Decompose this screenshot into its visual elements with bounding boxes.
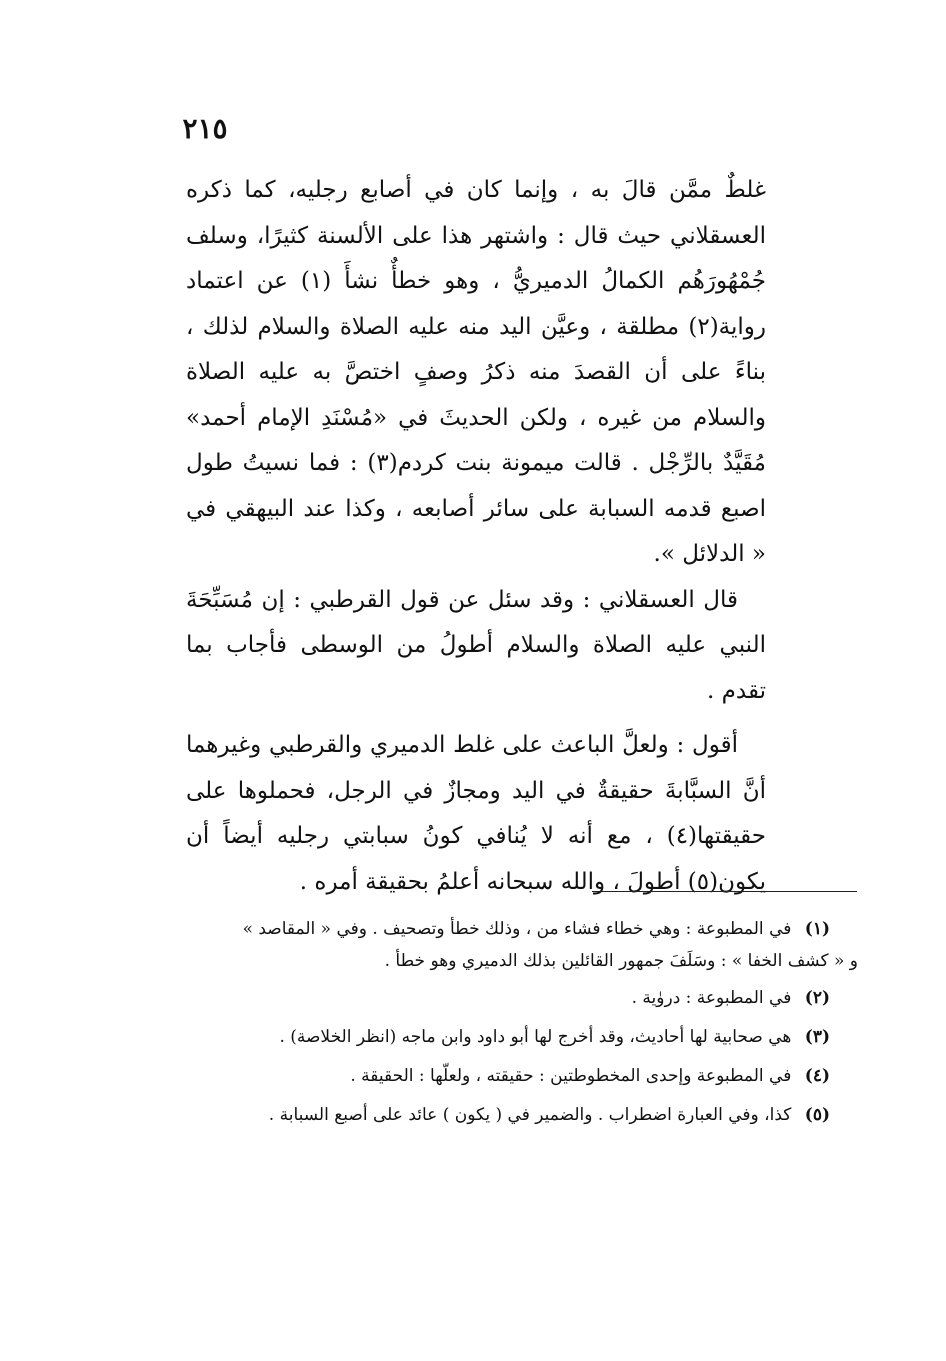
- footnote-number: (٥): [804, 1105, 830, 1125]
- main-text: [186, 168, 766, 905]
- footnote-4: [140, 1065, 830, 1087]
- footnotes: [140, 918, 858, 1143]
- footnote-text: في المطبوعة وإحدى المخطوطتين : حقيقته ، ولعلّها : الحقيقة .: [350, 1066, 792, 1086]
- footnote-3: [140, 1026, 830, 1048]
- page-number: ٢١٥: [182, 112, 228, 145]
- footnote-text: كذا، وفي العبارة اضطراب . والضمير في ( يكون ) عائد على أصبع السبابة .: [268, 1105, 792, 1125]
- paragraph-3: أقول : ولعلَّ الباعث على غلط الدميري والقرطبي وغيرهما أنَّ السبَّابةَ حقيقةٌ في اليد ومجازٌ في الرجل، فحملوها على حقيقتها(٤) ، مع أنه لا يُنافي كونُ سبابتي رجليه أيضاً أن يكون(٥) أطولَ ، والله سبحانه أعلمُ بحقيقة أمره .: [186, 732, 766, 895]
- footnote-5: [140, 1104, 830, 1126]
- footnote-number: (١): [804, 919, 830, 939]
- footnote-separator: [592, 891, 857, 892]
- footnote-text: في المطبوعة : دروٰية .: [631, 988, 792, 1008]
- paragraph-1: غلطٌ ممَّن قالَ به ، وإنما كان في أصابع رجليه، كما ذكره العسقلاني حيث قال : واشتهر هذا على الألسنة كثيرًا، وسلف جُمْهُورَهُم الكمالُ الدميريُّ ، وهو خطأٌ نشأَ (١) عن اعتماد رواية(٢) مطلقة ، وعيَّن اليد منه عليه الصلاة والسلام لذلك ، بناءً على أن القصدَ منه ذكرُ وصفٍ اختصَّ به عليه الصلاة والسلام من غيره ، ولكن الحديثَ في «مُسْنَدِ الإمام أحمد» مُقَيَّدٌ بالرِّجْل . قالت ميمونة بنت كردم(٣) : فما نسيتُ طول اصبع قدمه السبابة على سائر أصابعه ، وكذا عند البيهقي في « الدلائل ».: [186, 177, 767, 567]
- footnote-text: في المطبوعة : وهي خطاء فشاء من ، وذلك خطأ وتصحيف . وفي « المقاصد »: [242, 919, 792, 939]
- footnote-text: هي صحابية لها أحاديث، وقد أخرج لها أبو داود وابن ماجه (انظر الخلاصة) .: [279, 1027, 792, 1047]
- footnote-number: (٢): [804, 988, 830, 1008]
- footnote-2: [140, 987, 830, 1009]
- footnote-text-continuation: و « كشف الخفا » : وسَلَفَ جمهور القائلين بذلك الدميري وهو خطأ .: [384, 951, 858, 971]
- paragraph-2: قال العسقلاني : وقد سئل عن قول القرطبي : إن مُسَبِّحَةَ النبي عليه الصلاة والسلام أطولُ من الوسطى فأجاب بما تقدم .: [186, 586, 766, 704]
- footnote-number: (٤): [804, 1066, 830, 1086]
- footnote-1: [140, 918, 858, 972]
- footnote-number: (٣): [804, 1027, 830, 1047]
